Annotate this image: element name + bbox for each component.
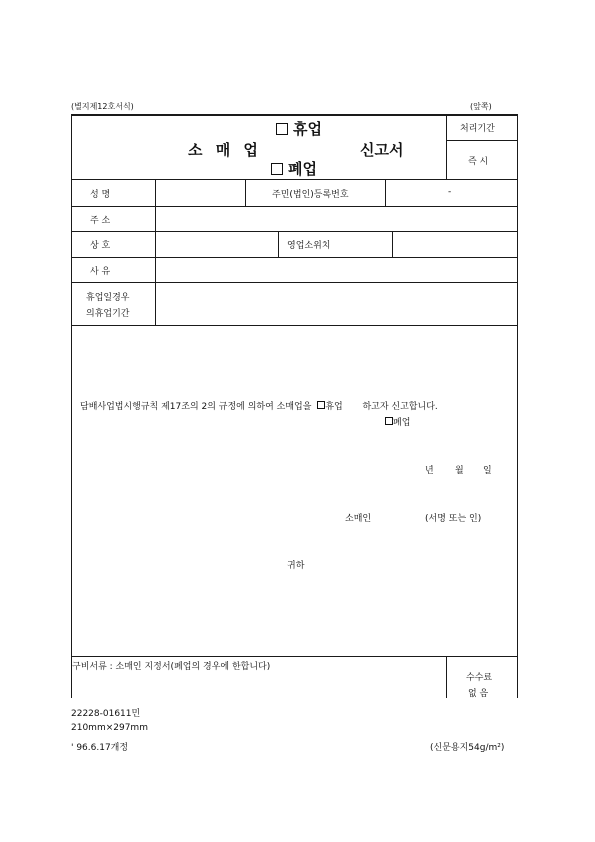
title-business: 소 매 업 [188, 141, 262, 159]
fee-label: 수수료 [466, 673, 493, 683]
id-number-field[interactable]: - [448, 187, 452, 197]
row3-divider-a [278, 231, 279, 257]
checkbox-suspend[interactable] [276, 123, 288, 135]
title-option-close [271, 158, 317, 179]
statement-suffix: 하고자 신고합니다. [362, 402, 438, 412]
signature-label: (서명 또는 인) [425, 514, 482, 524]
processing-divider [446, 140, 518, 141]
date-year: 년 [425, 466, 434, 476]
address-label: 주 소 [90, 216, 111, 226]
statement-prefix: 담배사업법시행규칙 제17조의 2의 규정에 의하여 소매업을 [80, 402, 312, 412]
label-column-divider [155, 179, 156, 325]
table-right-border [517, 114, 518, 698]
form-number: (별지제12호서식) [71, 102, 134, 111]
period-field[interactable] [157, 284, 515, 323]
page-side-label: (앞쪽) [470, 102, 492, 111]
period-label-line1: 휴업일경우 [86, 293, 130, 303]
close-label: 폐업 [288, 160, 317, 178]
form-code: 22228-01611민 [71, 709, 141, 719]
row2-bottom [71, 231, 518, 232]
body-option-close [385, 415, 410, 428]
period-label-line2: 의휴업기간 [86, 309, 130, 319]
retailer-label: 소매인 [345, 514, 372, 524]
paper-size: 210mm×297mm [71, 723, 148, 733]
location-label: 영업소위치 [287, 241, 331, 251]
row3-divider-b [392, 231, 393, 257]
body-bottom-border [71, 656, 518, 657]
title-report: 신고서 [360, 141, 404, 159]
trade-name-label: 상 호 [90, 241, 111, 251]
revision-date: ' 96.6.17개정 [71, 743, 129, 753]
paper-type: (신문용지54g/m²) [430, 743, 505, 753]
suspend-label: 휴업 [293, 120, 322, 138]
processing-value: 즉 시 [468, 157, 489, 167]
reason-label: 사 유 [90, 267, 111, 277]
reason-field[interactable] [157, 259, 515, 280]
fee-divider [446, 656, 447, 698]
title-option-suspend [276, 118, 322, 139]
name-label: 성 명 [90, 190, 111, 200]
row4-bottom [71, 282, 518, 283]
body-suspend-label: 휴업 [325, 402, 343, 412]
address-field[interactable] [157, 208, 515, 229]
title-divider [446, 114, 447, 179]
row1-divider-a [245, 179, 246, 206]
row1-divider-b [385, 179, 386, 206]
table-top-border [71, 114, 518, 116]
row3-bottom [71, 257, 518, 258]
checkbox-close[interactable] [271, 163, 283, 175]
required-documents: 구비서류 : 소매인 지정서(폐업의 경우에 한합니다) [72, 662, 271, 672]
body-checkbox-close[interactable] [385, 417, 393, 425]
date-day: 일 [483, 466, 492, 476]
name-field[interactable] [157, 181, 243, 204]
body-close-label: 폐업 [393, 418, 411, 428]
trade-name-field[interactable] [157, 233, 276, 255]
row5-bottom [71, 325, 518, 326]
table-left-border [71, 114, 72, 698]
recipient-label: 귀하 [287, 561, 305, 571]
date-month: 월 [455, 466, 464, 476]
fee-value: 없 음 [468, 689, 489, 699]
id-number-label: 주민(법인)등록번호 [272, 190, 349, 200]
row1-bottom [71, 206, 518, 207]
processing-label: 처리기간 [460, 124, 495, 134]
statement-text [80, 399, 438, 412]
title-bottom-border [71, 179, 518, 180]
location-field[interactable] [394, 233, 515, 255]
